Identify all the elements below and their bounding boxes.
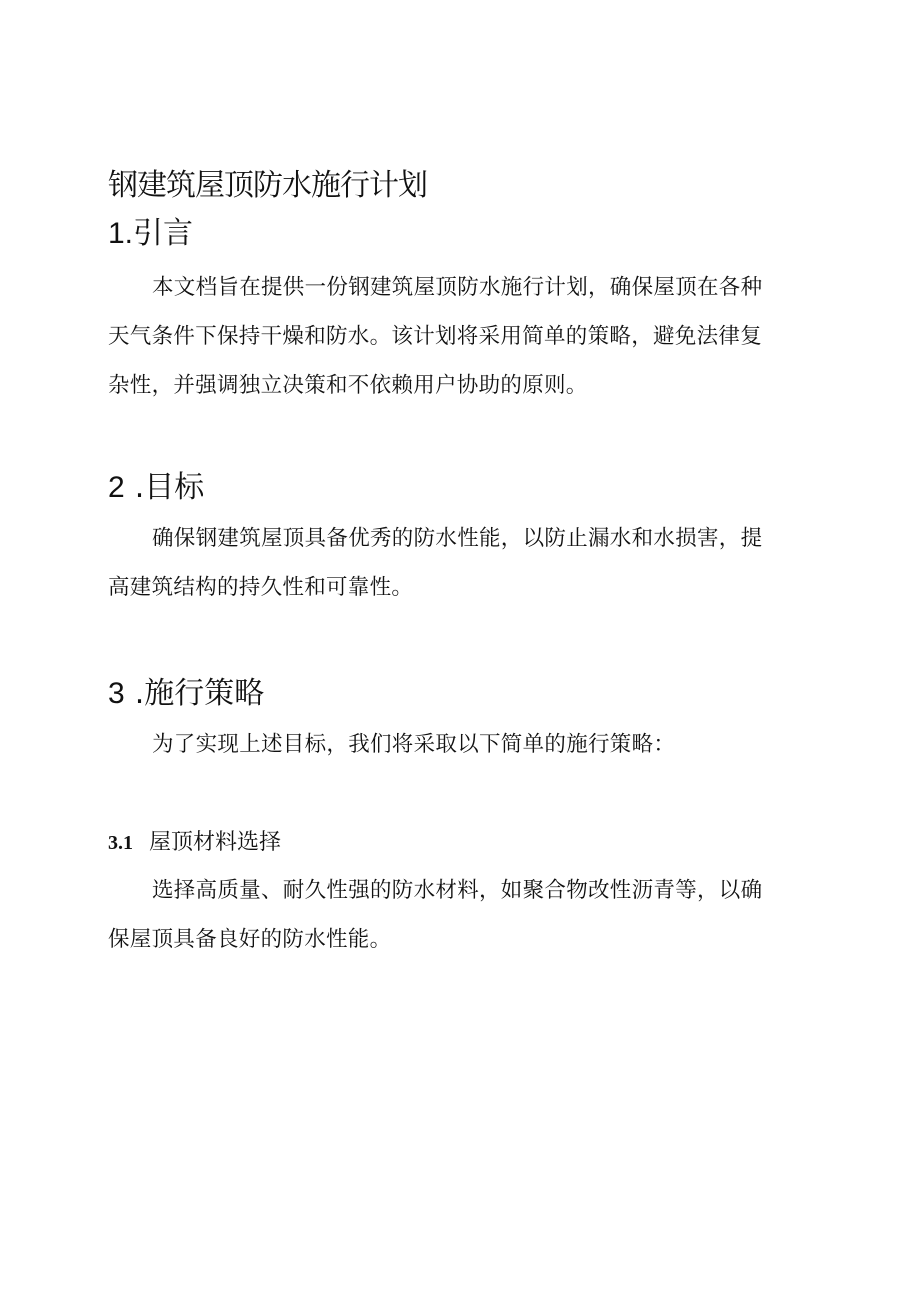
section-2-heading-text: .目标	[134, 470, 205, 505]
subsection-3-1-heading-text: 屋顶材料选择	[149, 830, 282, 855]
section-2-heading	[108, 466, 808, 510]
section-1-heading	[108, 212, 808, 256]
section-1-number: 1.	[108, 217, 134, 250]
section-2-number: 2	[108, 471, 125, 504]
paragraph-line: 保屋顶具备良好的防水性能。	[108, 927, 392, 952]
section-2-paragraph	[108, 514, 808, 612]
paragraph-line: 天气条件下保持干燥和防水。该计划将采用简单的策略，避免法律复	[108, 324, 763, 349]
document-title: 钢建筑屋顶防水施行计划	[108, 168, 427, 203]
paragraph-line: 选择高质量、耐久性强的防水材料，如聚合物改性沥青等，以确	[152, 878, 763, 903]
section-3-heading-text: .施行策略	[134, 676, 265, 711]
paragraph-line: 为了实现上述目标，我们将采取以下简单的施行策略：	[152, 732, 676, 757]
section-1-paragraph	[108, 263, 808, 410]
section-3-number: 3	[108, 677, 125, 710]
paragraph-line: 确保钢建筑屋顶具备优秀的防水性能，以防止漏水和水损害，提	[152, 526, 763, 551]
paragraph-line: 本文档旨在提供一份钢建筑屋顶防水施行计划，确保屋顶在各种	[152, 275, 763, 300]
subsection-3-1-paragraph	[108, 866, 808, 964]
section-3-heading	[108, 672, 808, 716]
paragraph-line: 杂性，并强调独立决策和不依赖用户协助的原则。	[108, 373, 588, 398]
section-3-paragraph	[108, 720, 808, 769]
paragraph-line: 高建筑结构的持久性和可靠性。	[108, 575, 414, 600]
section-1-heading-text: 引言	[133, 216, 194, 251]
subsection-3-1-heading	[108, 827, 808, 859]
subsection-3-1-number: 3.1	[108, 832, 133, 854]
